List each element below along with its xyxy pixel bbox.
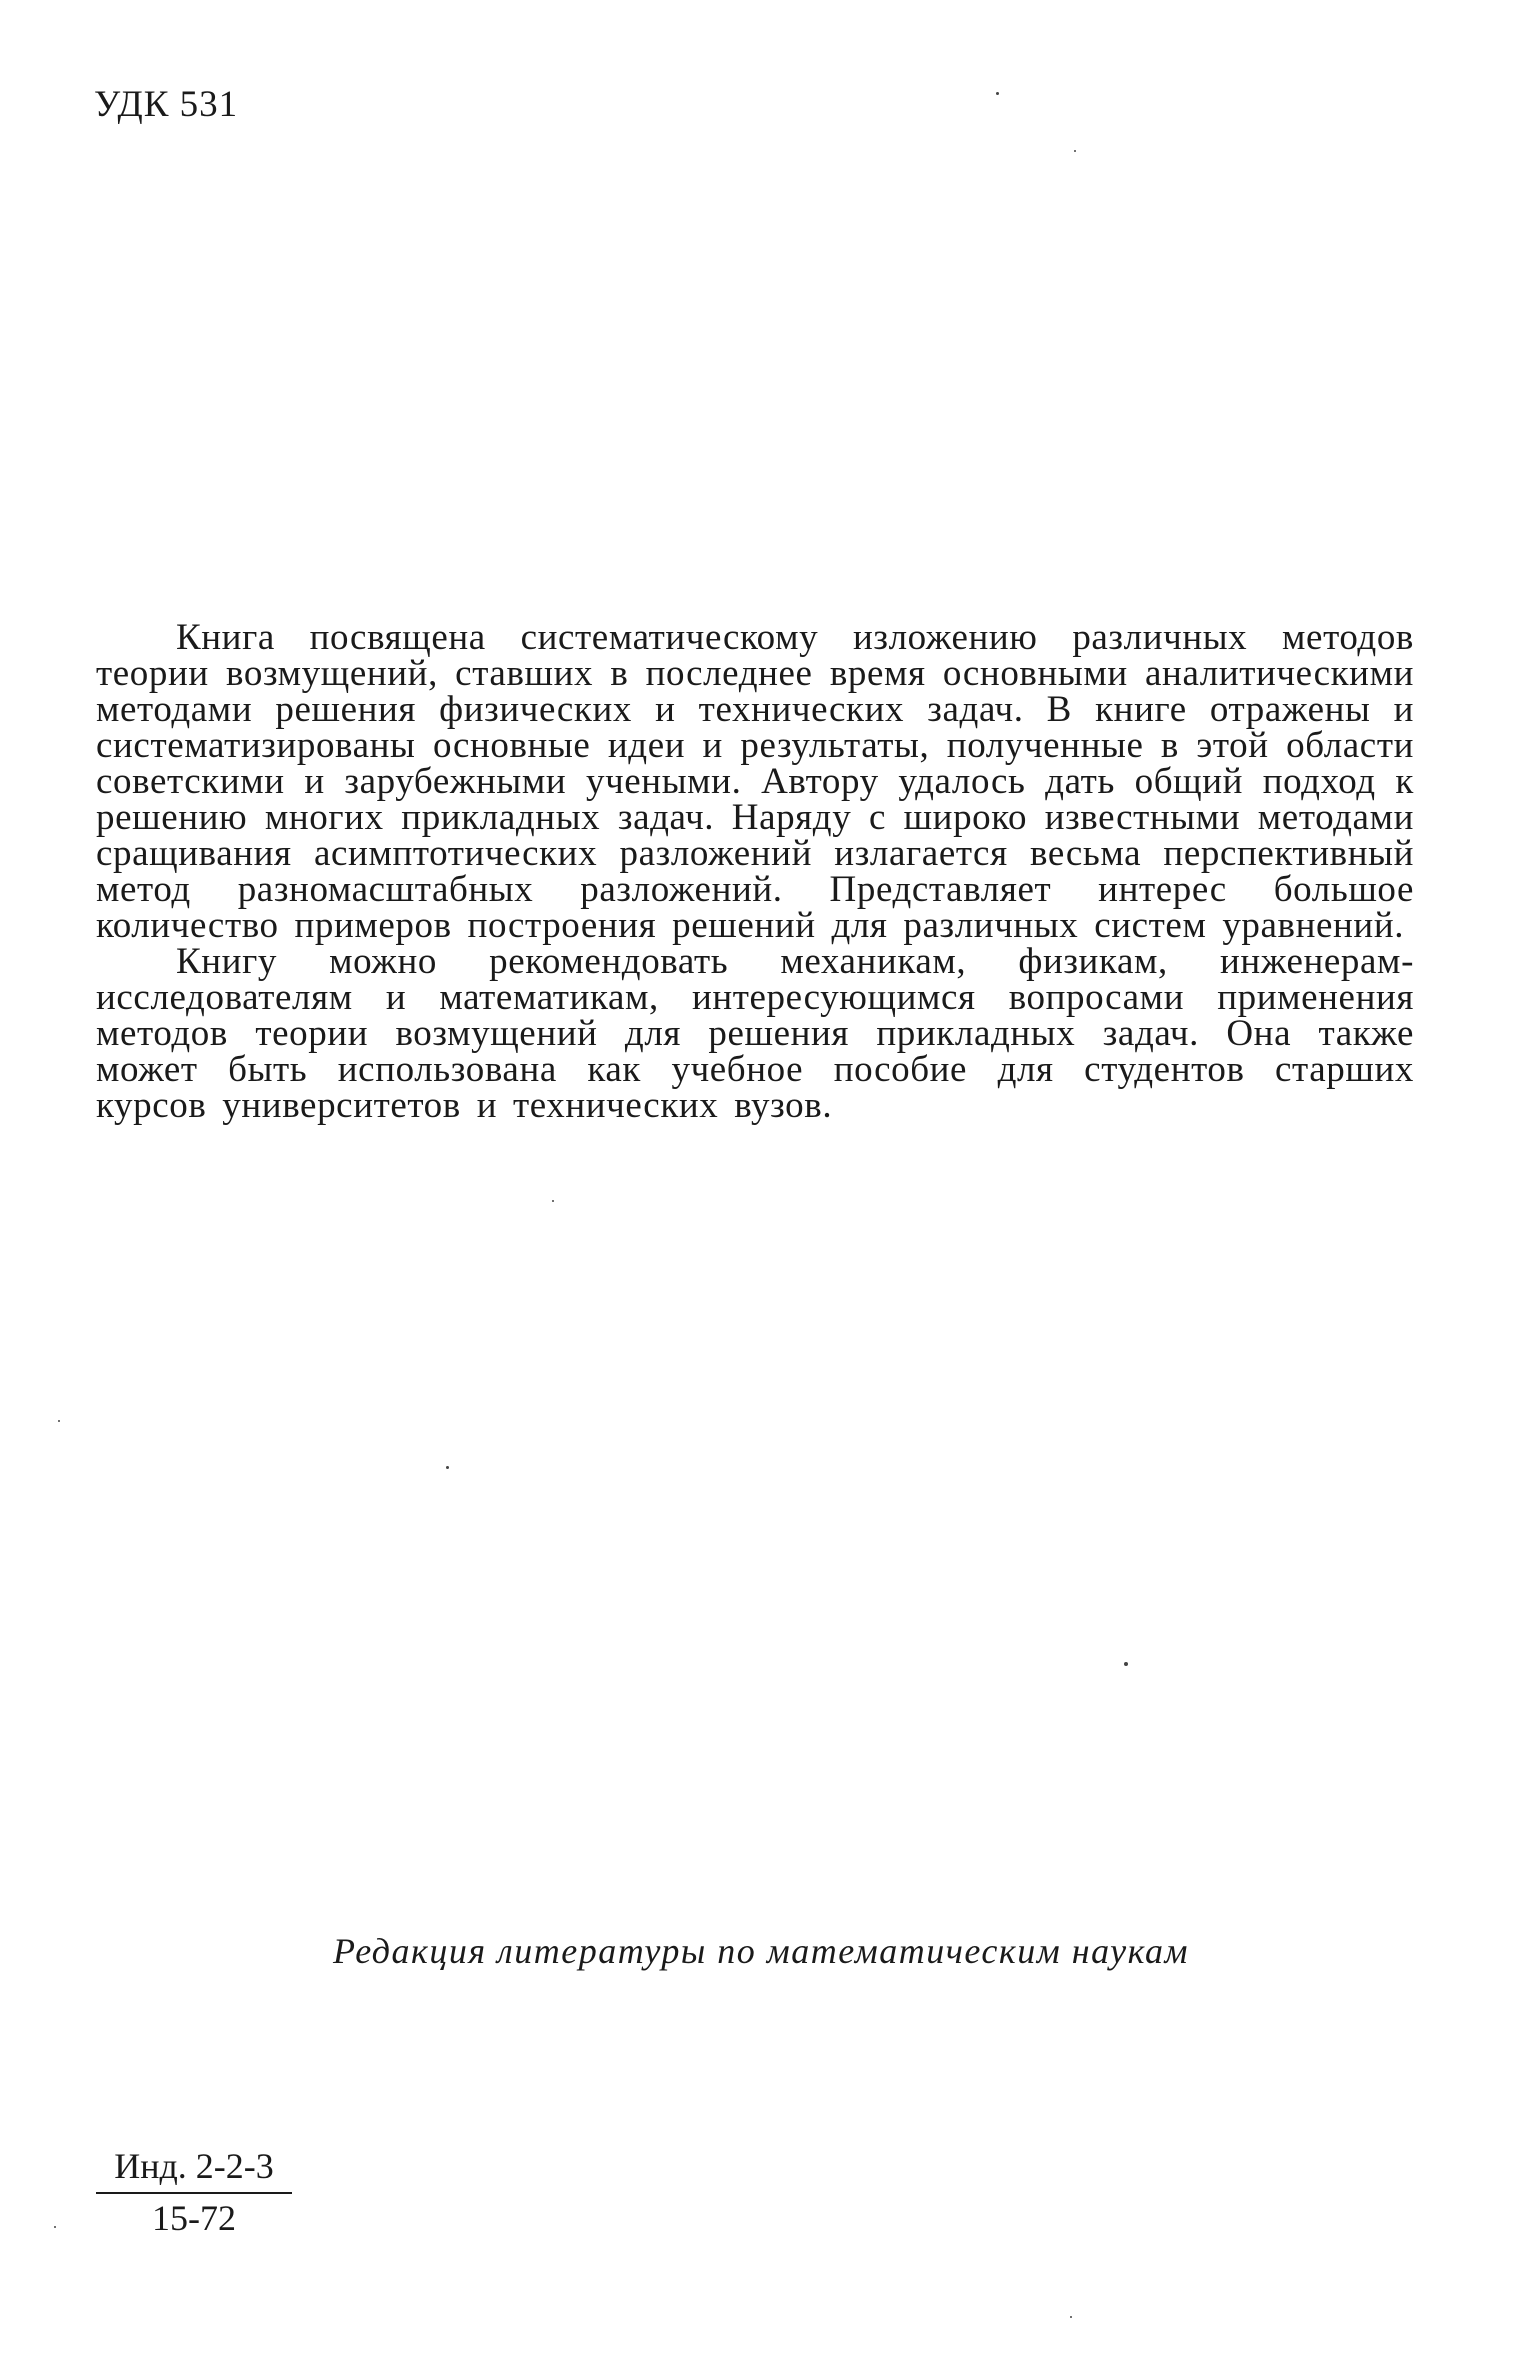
editorial-office-line: Редакция литературы по математическим наукам [333, 1931, 1189, 1971]
udk-code: УДК 531 [94, 84, 239, 125]
scan-speck [1124, 1662, 1128, 1666]
abstract-paragraph-1: Книга посвящена систематическому изложению различных методов теории возмущений, ставших в последнее время основными аналитическими методами решения физических и технических задач. В книге отражены и систематизированы основные идеи и результаты, полученные в этой области советскими и зарубежными учеными. Автору удалось дать общий подход к решению многих прикладных задач. Наряду с широко известными методами сращивания асимптотических разложений излагается весьма перспективный метод разномасштабных разложений. Представляет интерес большое количество примеров построения решений для различных систем уравнений. [96, 617, 1414, 946]
catalog-index [96, 2148, 292, 2236]
catalog-index-bottom: 15-72 [152, 2198, 236, 2238]
scan-speck [54, 2226, 56, 2228]
scan-speck [446, 1466, 449, 1469]
scan-speck [1074, 150, 1076, 152]
scan-speck [996, 92, 999, 95]
scan-speck [1070, 2316, 1072, 2318]
catalog-index-top: Инд. 2-2-3 [96, 2148, 292, 2194]
abstract [96, 617, 1414, 1126]
scan-speck [58, 1420, 60, 1422]
abstract-paragraph-2: Книгу можно рекомендовать механикам, физикам, инженерам-исследователям и математикам, интересующимся вопросами применения методов теории возмущений для решения прикладных задач. Она также может быть использована как учебное пособие для студентов старших курсов университетов и технических вузов. [96, 941, 1414, 1126]
scan-speck [552, 1200, 554, 1202]
